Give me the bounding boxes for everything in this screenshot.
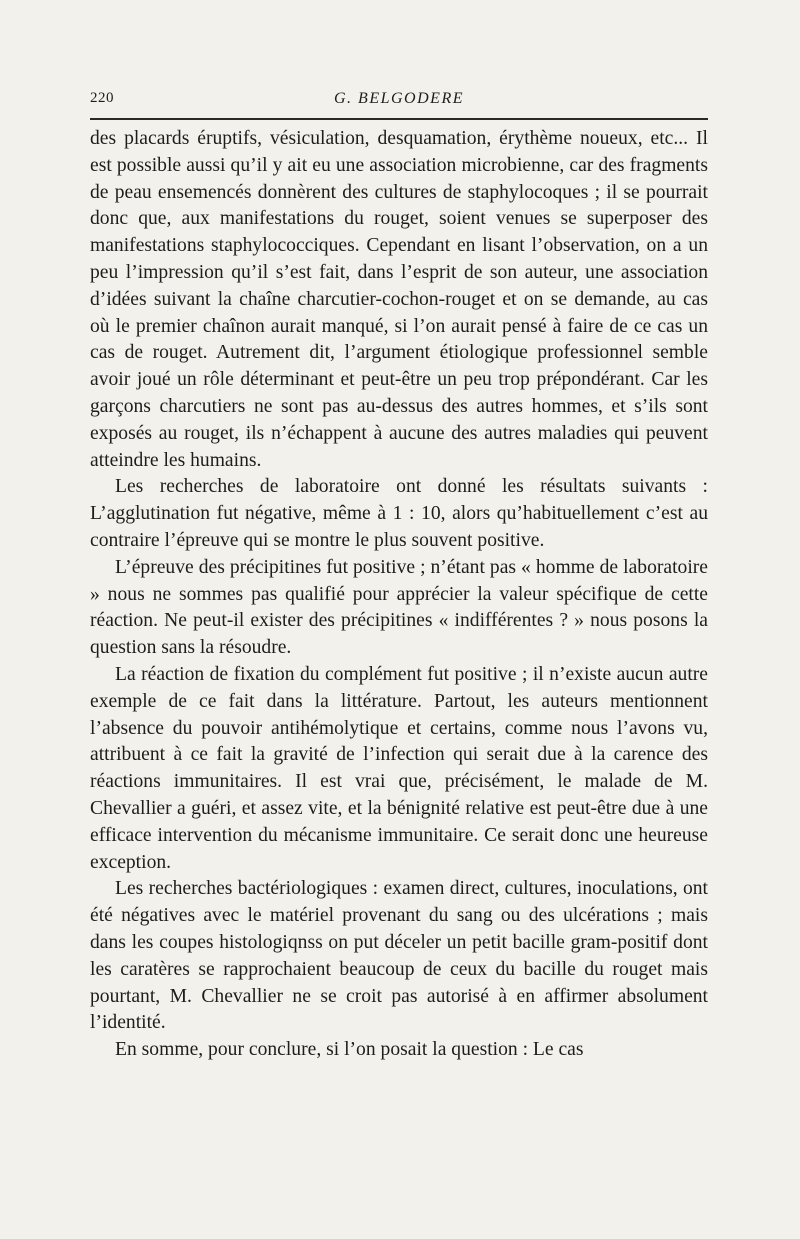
page-number: 220 <box>90 90 114 106</box>
paragraph-precipitines: L’épreuve des précipitines fut positive ; n’étant pas « homme de laboratoire » nous ne sommes pas qualifié pour apprécier la valeur spécifique de cette réaction. Ne peut-il exister des précipitines « indifférentes ? » nous posons la question sans la résoudre. <box>90 556 708 659</box>
body-text <box>90 126 708 1064</box>
paragraph-laboratory: Les recherches de laboratoire ont donné les résultats suivants : L’agglutination fut négative, même à 1 : 10, alors qu’habituellement c’est au contraire l’épreuve qui se montre le plus souvent positive. <box>90 476 708 551</box>
paragraph-conclusion: En somme, pour conclure, si l’on posait la question : Le cas <box>115 1039 584 1061</box>
page-header <box>90 90 708 114</box>
paragraph-bacteriology: Les recherches bactériologiques : examen direct, cultures, inoculations, ont été négatives avec le matériel provenant du sang ou des ulcérations ; mais dans les coupes histologiqnss on put déceler un petit bacille gram-positif dont les caratères se rapprochaient beaucoup de ceux du bacille du rouget mais pourtant, M. Chevallier ne se croit pas autorisé à en affirmer absolument l’identité. <box>90 878 708 1034</box>
running-head: G. BELGODERE <box>334 90 464 107</box>
paragraph-continuation: des placards éruptifs, vésiculation, desquamation, érythème noueux, etc... Il est possible aussi qu’il y ait eu une association microbienne, car des fragments de peau ensemencés donnèrent des cultures de staphylocoques ; il se pourrait donc que, aux manifestations du rouget, soient venues se superposer des manifestations staphylococciques. Cependant en lisant l’observation, on a un peu l’impression qu’il s’est fait, dans l’esprit de son auteur, une association d’idées suivant la chaîne charcutier-cochon-rouget et on se demande, au cas où le premier chaînon aurait manqué, si l’on aurait pensé à faire de ce cas un cas de rouget. Autrement dit, l’argument étiologique professionnel semble avoir joué un rôle déterminant et peut-être un peu trop prépondérant. Car les garçons charcutiers ne sont pas au-dessus des autres hommes, et s’ils sont exposés au rouget, ils n’échappent à aucune des autres maladies qui peuvent atteindre les humains. <box>90 128 708 471</box>
header-rule <box>90 118 708 120</box>
paragraph-complement: La réaction de fixation du complément fut positive ; il n’existe aucun autre exemple de ce fait dans la littérature. Partout, les auteurs mentionnent l’absence du pouvoir antihémolytique et certains, comme nous l’avons vu, attribuent à ce fait la gravité de l’infection qui serait due à la carence des réactions immunitaires. Il est vrai que, précisément, le malade de M. Chevallier a guéri, et assez vite, et la bénignité relative est peut-être due à une efficace intervention du mécanisme immunitaire. Ce serait donc une heureuse exception. <box>90 663 708 873</box>
